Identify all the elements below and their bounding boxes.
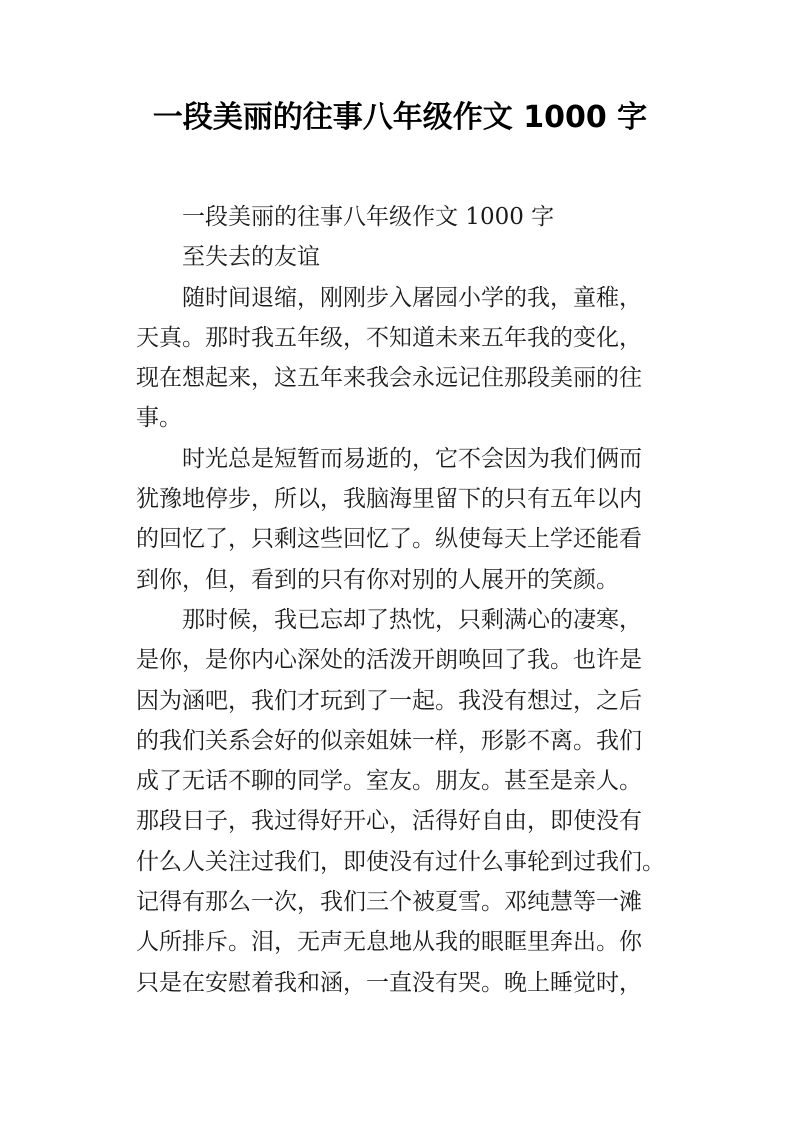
text-line: 时光总是短暂而易逝的，它不会因为我们俩而 bbox=[182, 445, 642, 472]
text-line: 事。 bbox=[136, 405, 182, 432]
text-line: 天真。那时我五年级，不知道未来五年我的变化， bbox=[136, 324, 642, 351]
text-line: 那段日子，我过得好开心，活得好自由，即使没有 bbox=[136, 808, 642, 835]
text-line: 一段美丽的往事八年级作文 1000 字 bbox=[182, 204, 555, 230]
text-line: 的我们关系会好的似亲姐妹一样，形影不离。我们 bbox=[136, 727, 642, 754]
text-line: 只是在安慰着我和涵，一直没有哭。晚上睡觉时， bbox=[136, 969, 642, 996]
text-line: 到你，但，看到的只有你对别的人展开的笑颜。 bbox=[136, 566, 619, 593]
text-line: 记得有那么一次，我们三个被夏雪。邓纯慧等一滩 bbox=[136, 889, 642, 916]
text-line: 人所排斥。泪，无声无息地从我的眼眶里奔出。你 bbox=[136, 929, 642, 956]
text-line: 犹豫地停步，所以，我脑海里留下的只有五年以内 bbox=[136, 486, 642, 513]
text-line: 随时间退缩，刚刚步入屠园小学的我，童稚， bbox=[182, 284, 642, 311]
document-body bbox=[136, 197, 672, 1003]
document-title: 一段美丽的往事八年级作文 1000 字 bbox=[152, 100, 648, 135]
text-line: 是你，是你内心深处的活泼开朗唤回了我。也许是 bbox=[136, 647, 642, 674]
text-line: 的回忆了，只剩这些回忆了。纵使每天上学还能看 bbox=[136, 526, 642, 553]
text-line: 成了无话不聊的同学。室友。朋友。甚至是亲人。 bbox=[136, 768, 642, 795]
text-line: 至失去的友谊 bbox=[182, 244, 320, 271]
text-line: 因为涵吧，我们才玩到了一起。我没有想过，之后 bbox=[136, 687, 642, 714]
text-line: 那时候，我已忘却了热忱，只剩满心的凄寒， bbox=[182, 606, 642, 633]
text-line: 什么人关注过我们，即使没有过什么事轮到过我们。 bbox=[136, 848, 665, 875]
text-line: 现在想起来，这五年来我会永远记住那段美丽的往 bbox=[136, 365, 642, 392]
